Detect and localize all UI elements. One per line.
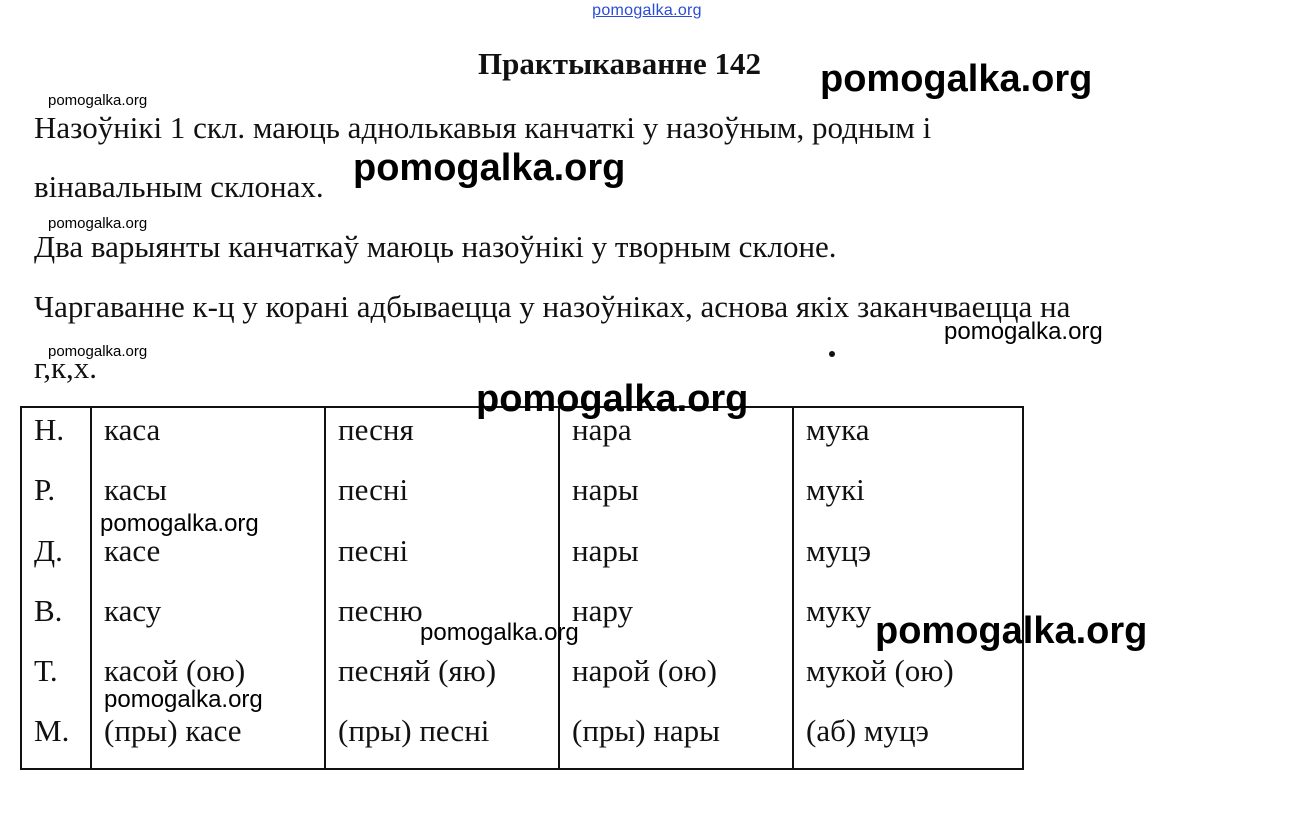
text-line-3: Два варыянты канчаткаў маюць назоўнікі у творным склоне. <box>34 229 837 264</box>
table-cell: касе <box>104 533 161 568</box>
table-cell: нара <box>572 412 632 447</box>
watermark: pomogalka.org <box>875 610 1148 652</box>
table-cell: мука <box>806 412 870 447</box>
column-divider <box>90 408 92 768</box>
table-cell: касу <box>104 593 162 628</box>
watermark: pomogalka.org <box>420 619 579 646</box>
table-cell: песню <box>338 593 423 628</box>
table-cell: (пры) песні <box>338 713 490 748</box>
table-cell: каса <box>104 412 161 447</box>
case-label: Н. <box>34 412 65 447</box>
case-label: Р. <box>34 472 56 507</box>
site-link[interactable]: pomogalka.org <box>592 2 702 19</box>
table-cell: касы <box>104 472 167 507</box>
watermark: pomogalka.org <box>476 378 749 420</box>
stray-dot <box>829 351 835 357</box>
text-line-4: Чаргаванне к-ц у корані адбываецца у назоўніках, аснова якіх заканчваецца на <box>34 289 1071 324</box>
table-cell: песня <box>338 412 414 447</box>
table-cell: (пры) нары <box>572 713 720 748</box>
table-cell: муку <box>806 593 872 628</box>
watermark: pomogalka.org <box>820 58 1093 100</box>
text-line-5: г,к,х. <box>34 350 98 385</box>
column-divider <box>558 408 560 768</box>
table-cell: касой (ою) <box>104 653 246 688</box>
table-cell: (пры) касе <box>104 713 242 748</box>
column-divider <box>792 408 794 768</box>
text-line-2: вінавальным склонах. <box>34 169 324 204</box>
case-label: В. <box>34 593 63 628</box>
watermark: pomogalka.org <box>48 92 148 109</box>
table-cell: нары <box>572 472 639 507</box>
watermark: pomogalka.org <box>48 215 148 232</box>
table-cell: нару <box>572 593 633 628</box>
declension-table <box>20 406 1024 770</box>
text-line-1: Назоўнікі 1 скл. маюць аднолькавыя канчаткі у назоўным, родным і <box>34 110 932 145</box>
watermark: pomogalka.org <box>944 318 1103 345</box>
table-cell: мукой (ою) <box>806 653 954 688</box>
table-cell: нары <box>572 533 639 568</box>
watermark: pomogalka.org <box>48 343 148 360</box>
table-cell: мукі <box>806 472 865 507</box>
watermark: pomogalka.org <box>104 686 263 713</box>
case-label: Д. <box>34 533 63 568</box>
table-cell: (аб) муцэ <box>806 713 929 748</box>
watermark: pomogalka.org <box>100 510 259 537</box>
exercise-title: Практыкаванне 142 <box>478 46 762 81</box>
table-cell: нарой (ою) <box>572 653 717 688</box>
table-cell: песні <box>338 533 409 568</box>
table-cell: песняй (яю) <box>338 653 497 688</box>
table-cell: муцэ <box>806 533 872 568</box>
watermark: pomogalka.org <box>353 147 626 189</box>
case-label: М. <box>34 713 70 748</box>
column-divider <box>324 408 326 768</box>
table-cell: песні <box>338 472 409 507</box>
case-label: Т. <box>34 653 58 688</box>
